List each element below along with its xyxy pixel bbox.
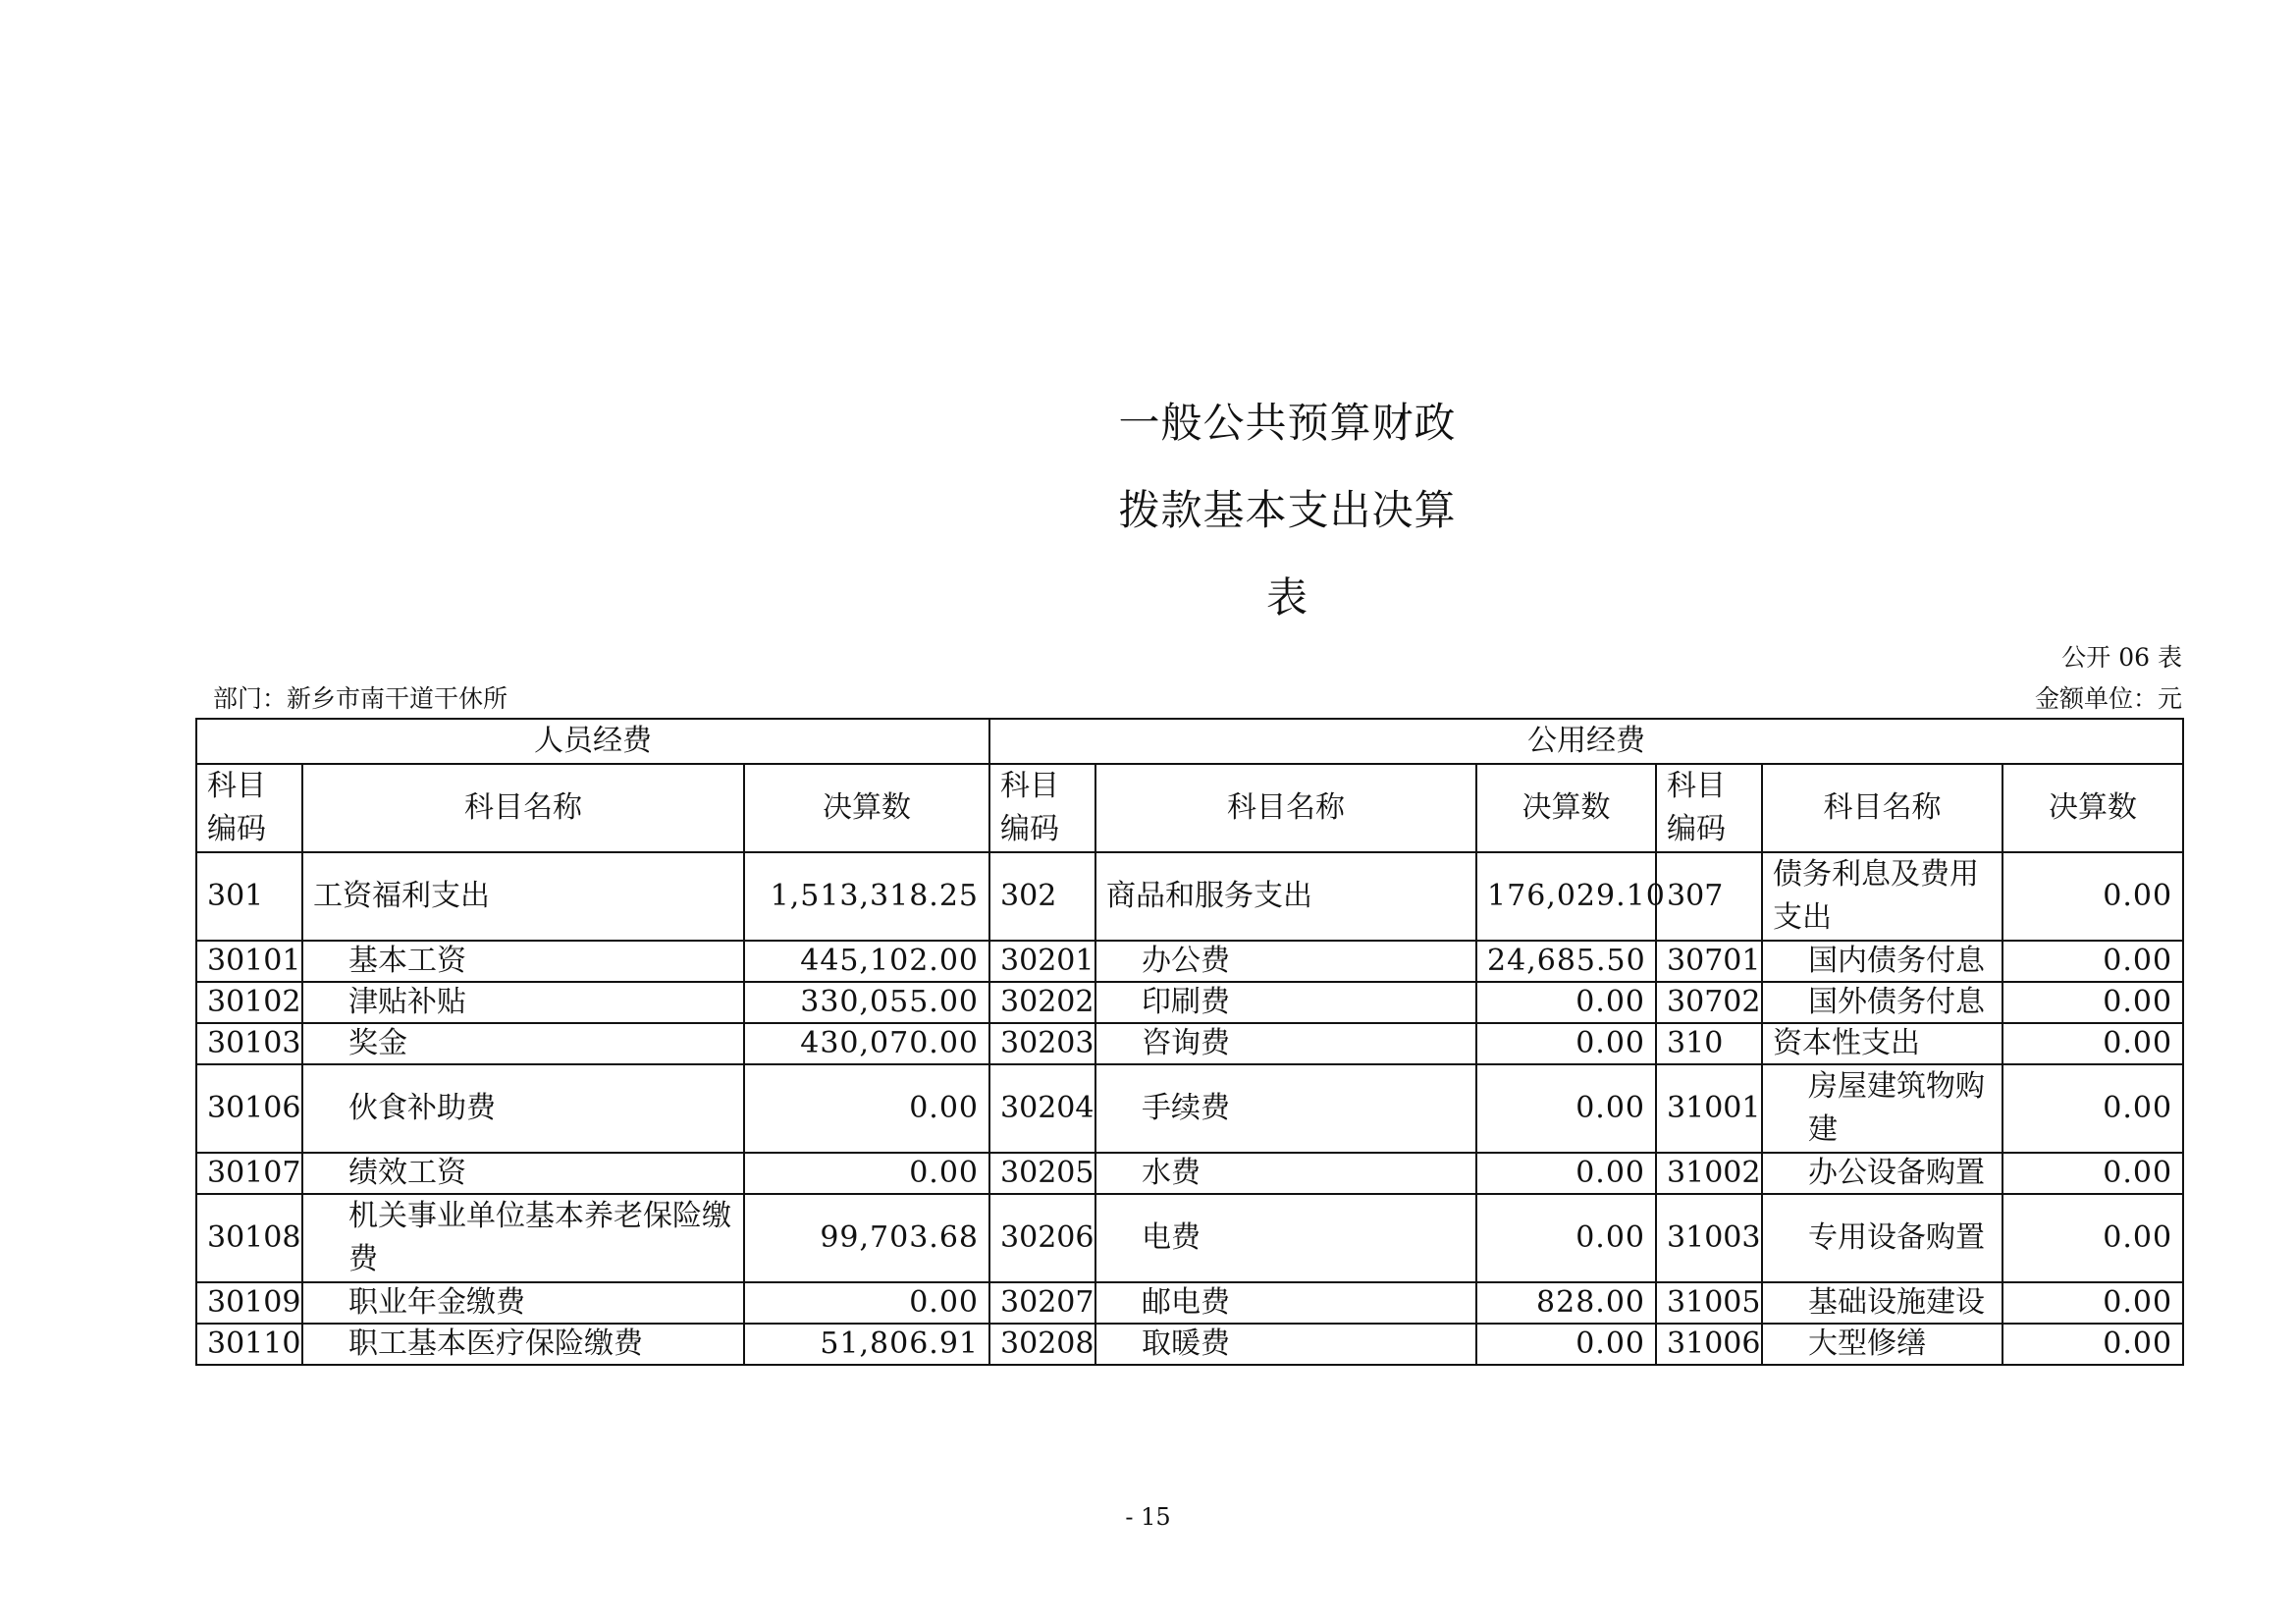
amount-cell: 828.00 [1476, 1282, 1656, 1324]
subject-name-cell: 国内债务付息 [1762, 941, 2002, 982]
subject-code-cell: 30101 [196, 941, 302, 982]
subject-code-cell: 30204 [989, 1064, 1095, 1153]
subject-code-cell: 30203 [989, 1023, 1095, 1064]
amount-cell: 0.00 [744, 1153, 989, 1194]
subject-code-cell: 30702 [1656, 982, 1762, 1023]
amount-cell: 0.00 [744, 1282, 989, 1324]
table-row [196, 852, 2183, 941]
amount-cell: 0.00 [2002, 982, 2183, 1023]
subject-code-cell: 31006 [1656, 1324, 1762, 1365]
subject-name-cell: 咨询费 [1095, 1023, 1476, 1064]
col-header-name: 科目名称 [302, 764, 744, 852]
table-row [196, 1324, 2183, 1365]
col-header-code: 科目编码 [196, 764, 302, 852]
subject-name-cell: 水费 [1095, 1153, 1476, 1194]
subject-name-cell: 资本性支出 [1762, 1023, 2002, 1064]
amount-cell: 0.00 [1476, 1194, 1656, 1282]
table-row [196, 1023, 2183, 1064]
amount-unit-label: 金额单位：元 [2034, 684, 2182, 713]
subject-code-cell: 30201 [989, 941, 1095, 982]
col-header-name: 科目名称 [1095, 764, 1476, 852]
amount-cell: 445,102.00 [744, 941, 989, 982]
subject-name-cell: 职业年金缴费 [302, 1282, 744, 1324]
amount-cell: 330,055.00 [744, 982, 989, 1023]
table-row [196, 941, 2183, 982]
table-row [196, 1194, 2183, 1282]
col-header-code: 科目编码 [1656, 764, 1762, 852]
amount-cell: 1,513,318.25 [744, 852, 989, 941]
title-text-2: 拨款基本支出决算 [1118, 486, 1457, 534]
page-number: - 15 [1125, 1503, 1171, 1531]
amount-cell: 0.00 [1476, 1064, 1656, 1153]
subject-name-cell: 办公设备购置 [1762, 1153, 2002, 1194]
col-header-code: 科目编码 [989, 764, 1095, 852]
subject-name-cell: 职工基本医疗保险缴费 [302, 1324, 744, 1365]
subject-code-cell: 310 [1656, 1023, 1762, 1064]
subject-code-cell: 31002 [1656, 1153, 1762, 1194]
title-text-1: 一般公共预算财政 [1118, 399, 1457, 447]
title-text-3: 表 [1265, 573, 1308, 622]
subject-code-cell: 307 [1656, 852, 1762, 941]
amount-cell: 0.00 [2002, 941, 2183, 982]
subject-name-cell: 专用设备购置 [1762, 1194, 2002, 1282]
table-row [196, 1064, 2183, 1153]
amount-cell: 430,070.00 [744, 1023, 989, 1064]
amount-cell: 0.00 [744, 1064, 989, 1153]
subject-code-cell: 30110 [196, 1324, 302, 1365]
subject-code-cell: 30103 [196, 1023, 302, 1064]
subject-name-cell: 手续费 [1095, 1064, 1476, 1153]
amount-cell: 0.00 [2002, 1282, 2183, 1324]
col-header-amount: 决算数 [2002, 764, 2183, 852]
title-line-1 [0, 391, 2296, 450]
amount-cell: 0.00 [2002, 1064, 2183, 1153]
subject-name-cell: 基本工资 [302, 941, 744, 982]
group-header-public: 公用经费 [989, 719, 2183, 764]
subject-code-cell: 30107 [196, 1153, 302, 1194]
subject-code-cell: 30109 [196, 1282, 302, 1324]
form-number: 公开 06 表 [2061, 643, 2182, 672]
group-header-personnel: 人员经费 [196, 719, 989, 764]
amount-cell: 0.00 [1476, 1153, 1656, 1194]
subject-code-cell: 30205 [989, 1153, 1095, 1194]
department-label: 部门：新乡市南干道干休所 [213, 684, 508, 713]
subject-name-cell: 印刷费 [1095, 982, 1476, 1023]
title-line-3 [0, 566, 2296, 624]
subject-code-cell: 301 [196, 852, 302, 941]
amount-cell: 24,685.50 [1476, 941, 1656, 982]
subject-code-cell: 31003 [1656, 1194, 1762, 1282]
amount-cell: 0.00 [1476, 1023, 1656, 1064]
table-body [196, 852, 2183, 1365]
subject-name-cell: 奖金 [302, 1023, 744, 1064]
subject-code-cell: 31001 [1656, 1064, 1762, 1153]
subject-code-cell: 30202 [989, 982, 1095, 1023]
subject-code-cell: 30207 [989, 1282, 1095, 1324]
subject-code-cell: 31005 [1656, 1282, 1762, 1324]
amount-cell: 51,806.91 [744, 1324, 989, 1365]
amount-cell: 0.00 [2002, 1324, 2183, 1365]
subject-code-cell: 30701 [1656, 941, 1762, 982]
subject-name-cell: 电费 [1095, 1194, 1476, 1282]
subject-name-cell: 大型修缮 [1762, 1324, 2002, 1365]
subject-code-cell: 30206 [989, 1194, 1095, 1282]
subject-name-cell: 债务利息及费用支出 [1762, 852, 2002, 941]
subject-name-cell: 基础设施建设 [1762, 1282, 2002, 1324]
amount-cell: 0.00 [2002, 852, 2183, 941]
col-header-amount: 决算数 [744, 764, 989, 852]
table-row [196, 1282, 2183, 1324]
amount-cell: 0.00 [2002, 1153, 2183, 1194]
table-row [196, 1153, 2183, 1194]
amount-cell: 176,029.10 [1476, 852, 1656, 941]
subject-code-cell: 30102 [196, 982, 302, 1023]
subject-name-cell: 办公费 [1095, 941, 1476, 982]
table-row [196, 982, 2183, 1023]
budget-table [195, 718, 2184, 1366]
subject-name-cell: 国外债务付息 [1762, 982, 2002, 1023]
amount-cell: 0.00 [1476, 1324, 1656, 1365]
subject-code-cell: 30106 [196, 1064, 302, 1153]
subject-name-cell: 绩效工资 [302, 1153, 744, 1194]
subject-name-cell: 取暖费 [1095, 1324, 1476, 1365]
subject-name-cell: 津贴补贴 [302, 982, 744, 1023]
col-header-amount: 决算数 [1476, 764, 1656, 852]
subject-code-cell: 302 [989, 852, 1095, 941]
subject-code-cell: 30108 [196, 1194, 302, 1282]
amount-cell: 0.00 [2002, 1194, 2183, 1282]
subject-name-cell: 房屋建筑物购建 [1762, 1064, 2002, 1153]
amount-cell: 0.00 [2002, 1023, 2183, 1064]
subject-name-cell: 伙食补助费 [302, 1064, 744, 1153]
col-header-name: 科目名称 [1762, 764, 2002, 852]
subject-name-cell: 工资福利支出 [302, 852, 744, 941]
subject-name-cell: 商品和服务支出 [1095, 852, 1476, 941]
subject-name-cell: 机关事业单位基本养老保险缴费 [302, 1194, 744, 1282]
subject-code-cell: 30208 [989, 1324, 1095, 1365]
amount-cell: 0.00 [1476, 982, 1656, 1023]
title-line-2 [0, 478, 2296, 537]
subject-name-cell: 邮电费 [1095, 1282, 1476, 1324]
amount-cell: 99,703.68 [744, 1194, 989, 1282]
